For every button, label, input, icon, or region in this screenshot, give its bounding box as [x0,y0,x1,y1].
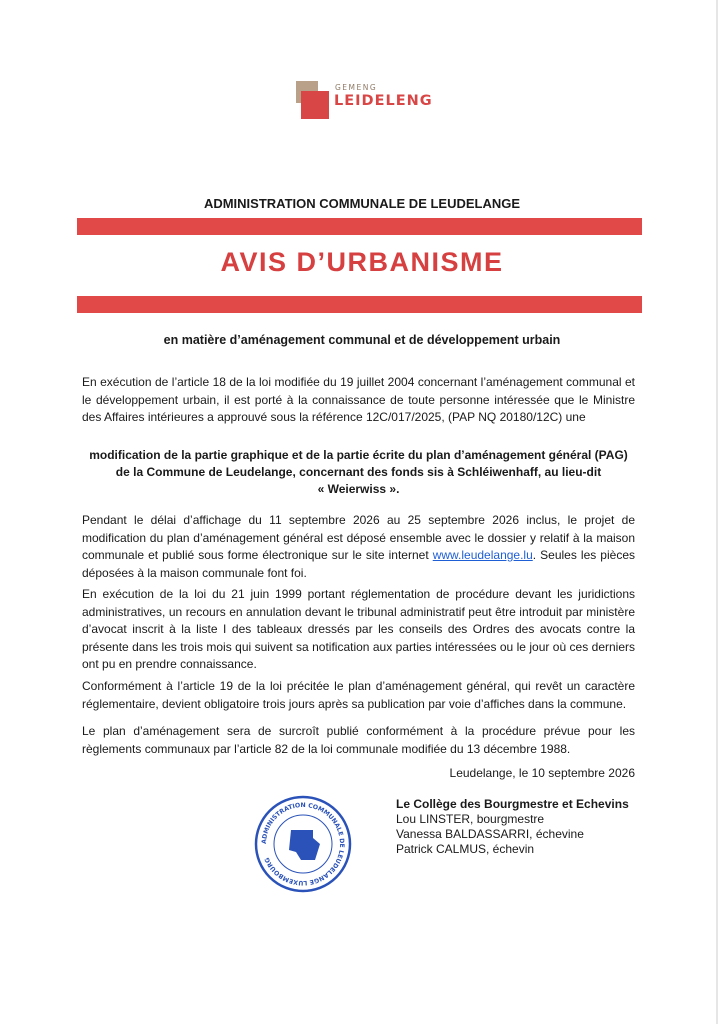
red-band-bottom [77,296,642,313]
administration-heading: ADMINISTRATION COMMUNALE DE LEUDELANGE [203,196,521,211]
logo-top-word: GEMENG [335,83,378,92]
signatory-alderman-1: Vanessa BALDASSARRI, échevine [396,827,584,841]
conformity-paragraph: Conformément à l’article 19 de la loi précitée le plan d’aménagement général, qui revêt un caractère réglementaire, devient obligatoire trois jours après sa publication par voie d’affiches dans la commune. [82,679,635,711]
page-edge-line [716,0,718,1024]
page-title: AVIS D’URBANISME [220,247,504,277]
display-period-text: Pendant le délai d’affichage du 11 septembre 2026 au 25 septembre 2026 inclus, le projet de modification du plan d’aménagement général est déposé ensemble avec le dossier y relatif à la maison communale et publié sous forme électronique sur le site internet [82,513,635,562]
stamp-commune-shape [289,830,320,860]
intro-paragraph: En exécution de l’article 18 de la loi modifiée du 19 juillet 2004 concernant l’aménagement communal et le développement urbain, il est porté à la connaissance de toute personne intéressée que le Ministre des Affaires intérieures a approuvé sous la référence 12C/017/2025, (PAP NQ 20180/12C) une [82,375,635,424]
appeal-paragraph: En exécution de la loi du 21 juin 1999 portant réglementation de procédure devant les juridictions administratives, un recours en annulation devant le tribunal administratif peut être introduit par ministère d’avocat inscrit à la liste I des tableaux dressés par les conseils des Ordres des avocats contre la présente dans les trois mois qui suivent sa notification aux parties intéressées ou le jour où ces derniers ont pu en prendre connaissance. [82,587,635,671]
signatory-mayor: Lou LINSTER, bourgmestre [396,812,545,826]
red-band-top [77,218,642,235]
commune-logo [296,81,436,119]
place-date: Leudelange, le 10 septembre 2026 [449,766,635,780]
stamp-ring-text: ADMINISTRATION COMMUNALE DE LEUDELANGE LUXEMBOURG [260,801,346,887]
college-title: Le Collège des Bourgmestre et Echevins [396,797,629,811]
logo-main-word: LEIDELENG [334,93,433,109]
publication-paragraph: Le plan d’aménagement sera de surcroît publié conformément à la procédure prévue pour les règlements communaux par l’article 82 de la loi communale modifiée du 13 décembre 1988. [82,724,635,756]
subtitle: en matière d’aménagement communal et de développement urbain [163,333,561,347]
commune-seal-stamp [253,794,353,894]
modification-line: de la Commune de Leudelange, concernant des fonds sis à Schléiwenhaff, au lieu-dit [115,465,602,479]
website-link[interactable]: www.leudelange.lu [432,548,533,562]
display-period-paragraph [82,512,635,582]
modification-statement [82,447,635,498]
signatory-alderman-2: Patrick CALMUS, échevin [396,842,535,856]
logo-red-square [301,91,329,119]
signature-block [396,797,629,857]
modification-line: modification de la partie graphique et de la partie écrite du plan d’aménagement général (PAG) [89,448,628,462]
display-period-text-end: . Seules les pièces déposées à la maison communale font foi. [82,548,635,580]
modification-line: « Weierwiss ». [317,482,400,496]
